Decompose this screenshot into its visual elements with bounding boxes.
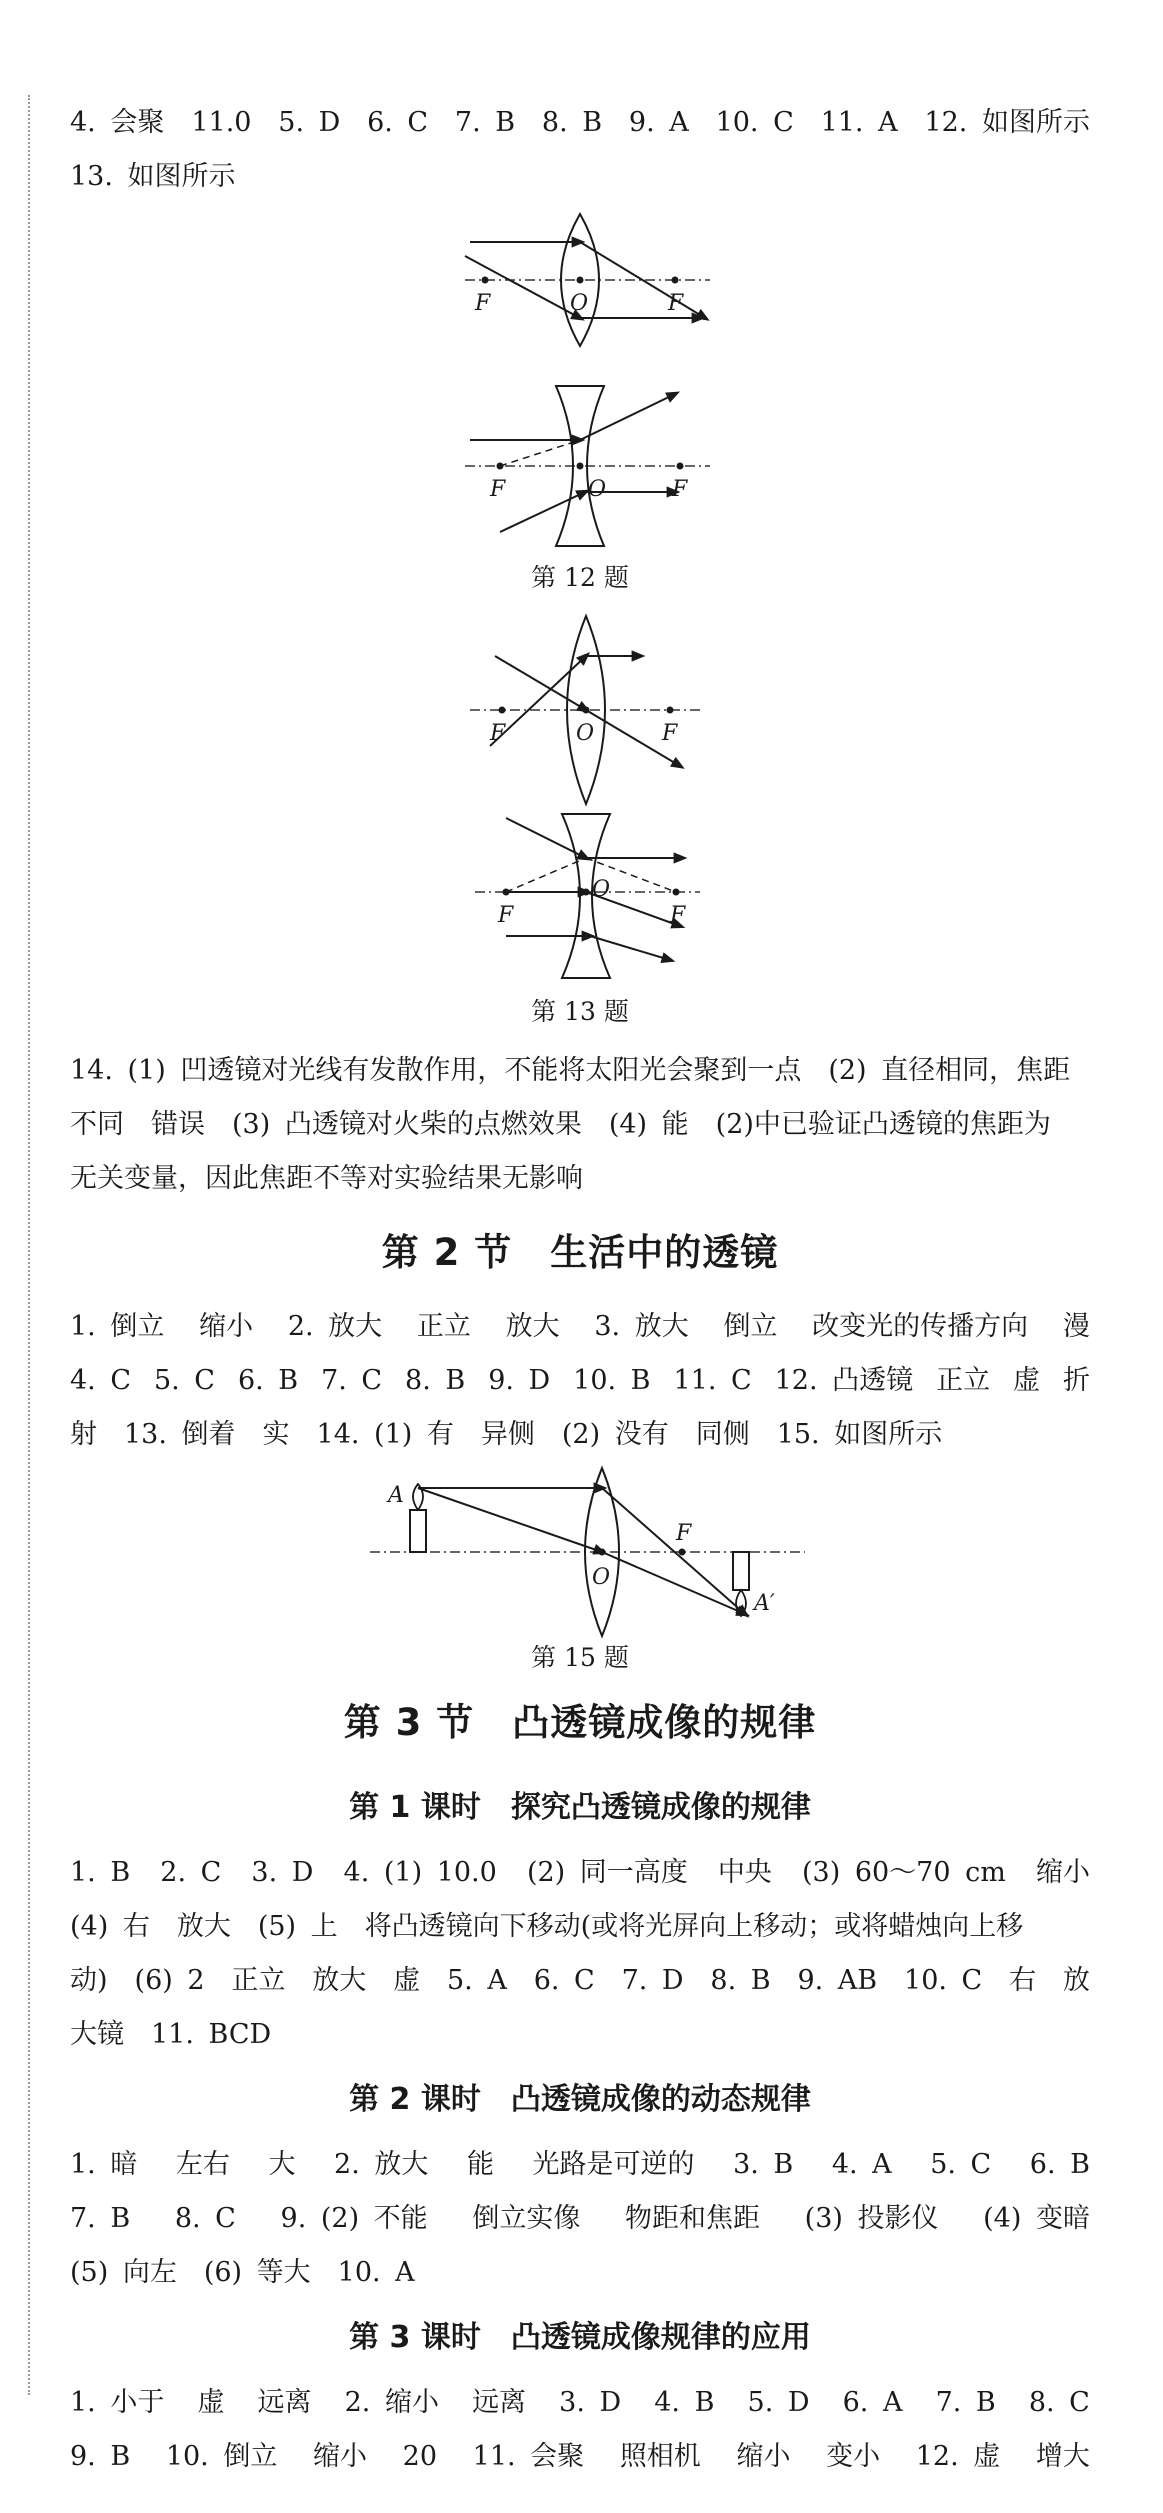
answer-item: 9. A <box>628 107 689 138</box>
answer-item: (4) 变暗 <box>983 2203 1090 2234</box>
figure-caption: 第 15 题 <box>531 1643 629 1672</box>
focus-label: F <box>668 291 684 316</box>
focus-label: F <box>676 1521 692 1546</box>
answer-item: 4. A <box>831 2149 892 2180</box>
answer-line: 13. 如图所示 <box>70 161 236 192</box>
answer-item: 虚 <box>393 1965 421 1996</box>
lesson-title: 第 3 课时 凸透镜成像规律的应用 <box>349 2320 811 2355</box>
answer-item: 远离 <box>472 2387 527 2418</box>
answer-item: 9. (2) 不能 <box>280 2203 428 2234</box>
answer-item: 3. D <box>559 2387 622 2418</box>
answer-item: 5. D <box>747 2387 810 2418</box>
answer-item: 8. B <box>710 1965 771 1996</box>
answer-item: 改变光的传播方向 <box>812 1311 1029 1342</box>
answer-item: 9. B <box>70 2441 131 2472</box>
answer-item: 缩小 <box>313 2441 367 2472</box>
answer-item: 6. C <box>533 1965 595 1996</box>
answer-item: 右 <box>1009 1965 1037 1996</box>
answer-item: 缩小 <box>199 1311 254 1342</box>
answer-line: 不同 错误 (3) 凸透镜对火柴的点燃效果 (4) 能 (2)中已验证凸透镜的焦距为 <box>70 1109 1051 1140</box>
answer-item: 8. B <box>405 1365 466 1396</box>
optical-center-label: O <box>576 721 595 746</box>
answer-item: 4. C <box>70 1365 132 1396</box>
answer-item: 5. C <box>930 2149 992 2180</box>
answer-item: 光路是可逆的 <box>532 2149 695 2180</box>
answer-item: 左右 <box>175 2149 230 2180</box>
figure-caption: 第 12 题 <box>531 563 629 592</box>
answer-item: 11. C <box>673 1365 752 1396</box>
figure-13-svg <box>70 596 1090 994</box>
answer-item: 1. 小于 <box>70 2387 165 2418</box>
object-label: A <box>388 1483 404 1508</box>
answer-item: 大 <box>268 2149 296 2180</box>
answer-line <box>70 2430 1090 2484</box>
answer-item: 正立 <box>416 1311 471 1342</box>
concave-lens-diagram <box>475 814 700 978</box>
answer-item: 3. 放大 <box>594 1311 689 1342</box>
answer-item: 照相机 <box>619 2441 701 2472</box>
answer-item: 7. D <box>621 1965 684 1996</box>
answer-item: (3) 60～70 cm <box>801 1857 1006 1888</box>
section-title: 第 2 节 生活中的透镜 <box>381 1231 779 1274</box>
answer-line <box>70 1300 1090 1354</box>
section-title: 第 3 节 凸透镜成像的规律 <box>343 1701 817 1744</box>
answer-item: 2. 放大 <box>287 1311 383 1342</box>
figure-caption: 第 13 题 <box>531 997 629 1026</box>
answer-line: (4) 右 放大 (5) 上 将凸透镜向下移动(或将光屏向上移动；或将蜡烛向上移 <box>70 1911 1024 1942</box>
answer-item: 6. A <box>842 2387 903 2418</box>
answer-item: 虚 <box>197 2387 225 2418</box>
answer-item: 9. AB <box>797 1965 878 1996</box>
concave-lens-diagram <box>465 386 710 546</box>
figure-15 <box>70 1462 1090 1640</box>
answer-line: 射 13. 倒着 实 14. (1) 有 异侧 (2) 没有 同侧 15. 如图所示 <box>70 1419 943 1450</box>
answer-item: 20 <box>402 2441 437 2472</box>
answer-item: 中央 <box>717 1857 772 1888</box>
answer-item: 9. D <box>488 1365 551 1396</box>
answer-line <box>70 96 1090 150</box>
focus-label: F <box>662 721 678 746</box>
answer-item: 10. 倒立 <box>165 2441 278 2472</box>
answer-line <box>70 2138 1090 2192</box>
answer-item: 4. 会聚 11.0 <box>70 107 252 138</box>
answer-item: 倒立 <box>723 1311 778 1342</box>
answer-item: 4. B <box>654 2387 715 2418</box>
answer-item: 动) (6) 2 <box>70 1965 205 1996</box>
answer-item: 能 <box>466 2149 494 2180</box>
focus-label: F <box>498 903 514 928</box>
figure-12 <box>70 204 1090 560</box>
answer-item: 8. C <box>1028 2387 1090 2418</box>
answer-item: 11. A <box>820 107 898 138</box>
answer-item: 2. 缩小 <box>344 2387 439 2418</box>
answer-item: 6. B <box>237 1365 299 1396</box>
answer-item: 7. B <box>70 2203 131 2234</box>
answer-line <box>70 1846 1090 1900</box>
convex-lens-diagram <box>470 616 700 804</box>
answer-item: 正立 <box>231 1965 286 1996</box>
optical-center-label: O <box>592 877 611 902</box>
figure-13 <box>70 596 1090 994</box>
answer-item: 倒立实像 <box>472 2203 581 2234</box>
answer-item: 5. A <box>446 1965 507 1996</box>
focus-label: F <box>490 477 506 502</box>
answer-item: (2) 同一高度 <box>526 1857 688 1888</box>
answer-item: 3. B <box>733 2149 794 2180</box>
answer-item: 7. B <box>935 2387 996 2418</box>
answer-item: 10. C <box>904 1965 983 1996</box>
answer-line: (5) 向左 (6) 等大 10. A <box>70 2257 415 2288</box>
answer-item: 10. C <box>715 107 794 138</box>
convex-lens-diagram <box>465 214 710 346</box>
answer-item: 1. 暗 <box>70 2149 138 2180</box>
focus-label: F <box>672 477 688 502</box>
answer-item: 2. 放大 <box>334 2149 429 2180</box>
answer-item: 放大 <box>312 1965 367 1996</box>
focus-label: F <box>475 291 491 316</box>
answer-item: 7. C <box>321 1365 383 1396</box>
figure-15-svg <box>70 1462 1090 1640</box>
answer-item: 5. C <box>153 1365 215 1396</box>
answer-item: 12. 凸透镜 <box>774 1365 914 1396</box>
answer-item: 增大 <box>1035 2441 1090 2472</box>
answer-item: 6. B <box>1029 2149 1090 2180</box>
figure-12-svg <box>70 204 1090 560</box>
answer-item: 12. 虚 <box>915 2441 1001 2472</box>
focus-label: F <box>490 721 506 746</box>
answer-line <box>70 1354 1090 1408</box>
answer-item: 6. C <box>367 107 429 138</box>
answer-line: 大镜 11. BCD <box>70 2019 272 2050</box>
answer-line: 14. (1) 凹透镜对光线有发散作用，不能将太阳光会聚到一点 (2) 直径相同，焦距 <box>70 1055 1071 1086</box>
answer-line <box>70 2376 1090 2430</box>
answer-item: 5. D <box>278 107 341 138</box>
answer-item: 漫 <box>1062 1311 1090 1342</box>
lesson-title: 第 1 课时 探究凸透镜成像的规律 <box>349 1790 811 1825</box>
answer-item: 8. B <box>541 107 603 138</box>
answer-item: 远离 <box>257 2387 312 2418</box>
answer-item: 物距和焦距 <box>625 2203 760 2234</box>
answer-item: 8. C <box>174 2203 236 2234</box>
answer-page <box>70 96 1090 2484</box>
answer-item: (3) 投影仪 <box>804 2203 939 2234</box>
answer-item: 正立 <box>936 1365 991 1396</box>
optical-center-label: O <box>570 291 589 316</box>
answer-item: 12. 如图所示 <box>924 107 1090 138</box>
answer-item: 折 <box>1063 1365 1090 1396</box>
answer-item: 缩小 <box>736 2441 791 2472</box>
answer-item: 虚 <box>1013 1365 1041 1396</box>
optical-center-label: O <box>588 477 607 502</box>
answer-item: 2. C <box>160 1857 222 1888</box>
answer-line: 无关变量，因此焦距不等对实验结果无影响 <box>70 1163 583 1194</box>
answer-item: 3. D <box>251 1857 314 1888</box>
answer-item: 7. B <box>454 107 516 138</box>
answer-item: 缩小 <box>1035 1857 1090 1888</box>
answer-item: 1. B <box>70 1857 131 1888</box>
answer-item: 放 <box>1062 1965 1090 1996</box>
answer-item: 变小 <box>826 2441 881 2472</box>
answer-item: 11. 会聚 <box>472 2441 585 2472</box>
answer-item: 4. (1) 10.0 <box>343 1857 497 1888</box>
image-label: A′ <box>754 1591 775 1616</box>
lesson-title: 第 2 课时 凸透镜成像的动态规律 <box>349 2082 811 2117</box>
optical-center-label: O <box>592 1565 611 1590</box>
answer-item: 1. 倒立 <box>70 1311 165 1342</box>
focus-label: F <box>670 903 686 928</box>
answer-line <box>70 1954 1090 2008</box>
answer-item: 10. B <box>573 1365 651 1396</box>
answer-line <box>70 2192 1090 2246</box>
answer-item: 放大 <box>505 1311 560 1342</box>
convex-lens-imaging-diagram <box>370 1468 805 1636</box>
margin-dotted-rule <box>28 95 30 2395</box>
